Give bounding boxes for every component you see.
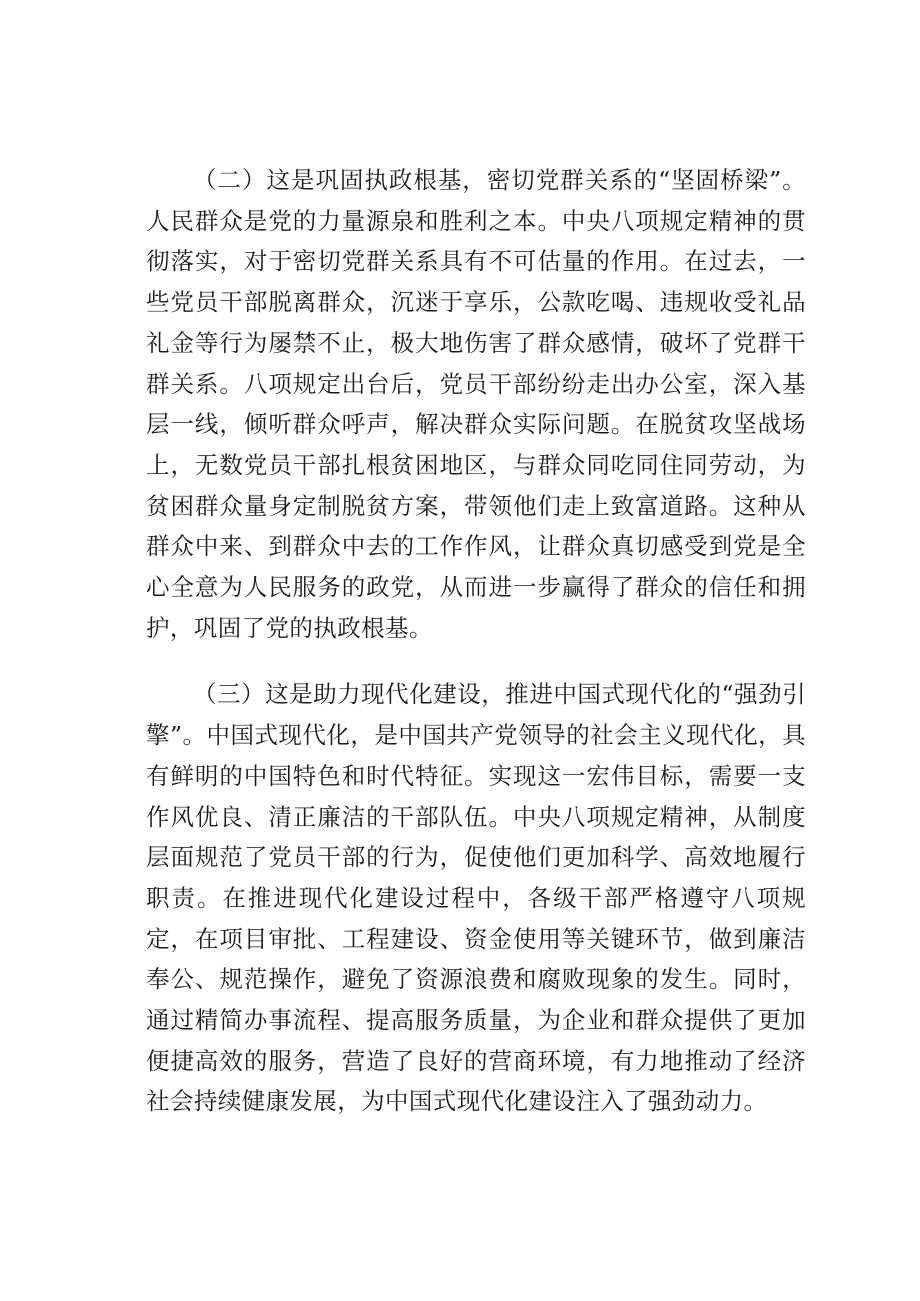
paragraph-3: （三）这是助力现代化建设，推进中国式现代化的“强劲引擎”。中国式现代化，是中国共产党领导的社会主义现代化，具有鲜明的中国特色和时代特征。实现这一宏伟目标，需要一支作风优良、清正廉洁的干部队伍。中央八项规定精神，从制度层面规范了党员干部的行为，促使他们更加科学、高效地履行职责。在推进现代化建设过程中，各级干部严格遵守八项规定，在项目审批、工程建设、资金使用等关键环节，做到廉洁奉公、规范操作，避免了资源浪费和腐败现象的发生。同时，通过精简办事流程、提高服务质量，为企业和群众提供了更加便捷高效的服务，营造了良好的营商环境，有力地推动了经济社会持续健康发展，为中国式现代化建设注入了强劲动力。 <box>146 680 806 1116</box>
paragraph-2: （二）这是巩固执政根基，密切党群关系的“坚固桥梁”。人民群众是党的力量源泉和胜利之本。中央八项规定精神的贯彻落实，对于密切党群关系具有不可估量的作用。在过去，一些党员干部脱离群众，沉迷于享乐，公款吃喝、违规收受礼品礼金等行为屡禁不止，极大地伤害了群众感情，破坏了党群干群关系。八项规定出台后，党员干部纷纷走出办公室，深入基层一线，倾听群众呼声，解决群众实际问题。在脱贫攻坚战场上，无数党员干部扎根贫困地区，与群众同吃同住同劳动，为贫困群众量身定制脱贫方案，带领他们走上致富道路。这种从群众中来、到群众中去的工作作风，让群众真切感受到党是全心全意为人民服务的政党，从而进一步赢得了群众的信任和拥护，巩固了党的执政根基。 <box>146 166 806 642</box>
document-body <box>146 160 806 1122</box>
